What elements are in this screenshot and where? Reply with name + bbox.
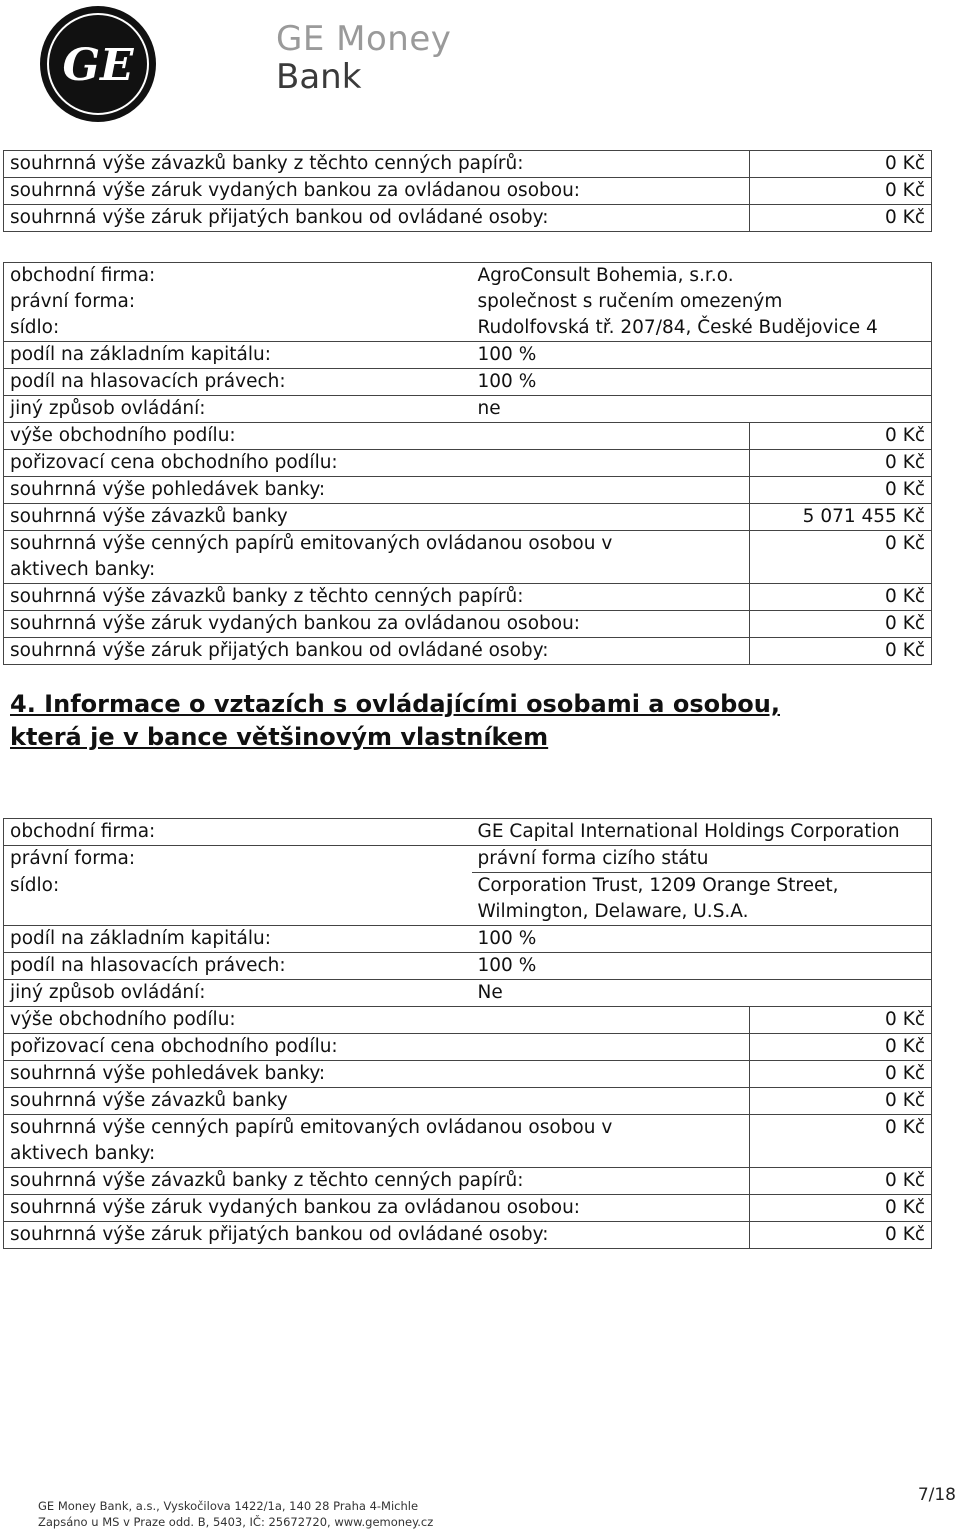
table-row xyxy=(4,1168,932,1195)
row-label: souhrnná výše závazků banky xyxy=(4,504,750,531)
jiny-label: jiný způsob ovládání: xyxy=(4,396,472,423)
forma-label: právní forma: xyxy=(4,289,472,315)
hlas-label: podíl na hlasovacích právech: xyxy=(4,369,472,396)
page-number: 7/18 xyxy=(917,1485,956,1505)
section-heading: 4. Informace o vztazích s ovládajícími osobami a osobou, která je v bance většinovým vlastníkem xyxy=(10,690,780,751)
summary-table-continued xyxy=(3,150,932,232)
table-row xyxy=(4,926,932,953)
row-value: 5 071 455 Kč xyxy=(750,504,932,531)
table-row xyxy=(4,531,932,584)
row-value: 0 Kč xyxy=(750,1115,932,1168)
table-row xyxy=(4,178,932,205)
kapital-value: 100 % xyxy=(472,926,932,953)
table-row xyxy=(4,151,932,178)
hlas-label: podíl na hlasovacích právech: xyxy=(4,953,472,980)
row-value: 0 Kč xyxy=(750,531,932,584)
row-label: souhrnná výše záruk přijatých bankou od ovládané osoby: xyxy=(4,638,750,665)
table-row xyxy=(4,342,932,369)
row-label: souhrnná výše cenných papírů emitovaných ovládanou osobou v aktivech banky: xyxy=(4,1115,750,1168)
table-row xyxy=(4,423,932,450)
firma-label: obchodní firma: xyxy=(4,819,472,846)
row-value: 0 Kč xyxy=(750,584,932,611)
sidlo-value: Rudolfovská tř. 207/84, České Budějovice 4 xyxy=(472,315,932,342)
row-value: 0 Kč xyxy=(750,1034,932,1061)
jiny-value: Ne xyxy=(472,980,932,1007)
row-label: souhrnná výše závazků banky xyxy=(4,1088,750,1115)
table-row xyxy=(4,873,932,926)
row-value: 0 Kč xyxy=(750,1222,932,1249)
row-label: souhrnná výše cenných papírů emitovaných ovládanou osobou v aktivech banky: xyxy=(4,531,750,584)
firma-label: obchodní firma: xyxy=(4,263,472,290)
row-label: souhrnná výše pohledávek banky: xyxy=(4,477,750,504)
row-label: souhrnná výše záruk vydaných bankou za ovládanou osobou: xyxy=(4,1195,750,1222)
firma-value: AgroConsult Bohemia, s.r.o. xyxy=(472,263,932,290)
row-value: 0 Kč xyxy=(750,638,932,665)
ge-logo-monogram: GE xyxy=(62,40,134,91)
row-label: souhrnná výše záruk vydaných bankou za ovládanou osobou: xyxy=(4,178,750,205)
kapital-label: podíl na základním kapitálu: xyxy=(4,926,472,953)
table-row xyxy=(4,1115,932,1168)
table-row xyxy=(4,1061,932,1088)
footer-registration: Zapsáno u MS v Praze odd. B, 5403, IČ: 25672720, www.gemoney.cz xyxy=(38,1515,434,1529)
row-value: 0 Kč xyxy=(750,1168,932,1195)
table-row xyxy=(4,1088,932,1115)
row-label: výše obchodního podílu: xyxy=(4,1007,750,1034)
table-row xyxy=(4,1034,932,1061)
kapital-label: podíl na základním kapitálu: xyxy=(4,342,472,369)
row-value: 0 Kč xyxy=(750,178,932,205)
row-label: výše obchodního podílu: xyxy=(4,423,750,450)
table-row xyxy=(4,1222,932,1249)
forma-value: právní forma cizího státu xyxy=(472,846,932,873)
row-label: souhrnná výše závazků banky z těchto cenných papírů: xyxy=(4,1168,750,1195)
hlas-value: 100 % xyxy=(472,369,932,396)
table-row xyxy=(4,584,932,611)
row-value: 0 Kč xyxy=(750,1061,932,1088)
table-row xyxy=(4,263,932,290)
table-row xyxy=(4,450,932,477)
table-row xyxy=(4,1007,932,1034)
sidlo-label: sídlo: xyxy=(4,873,472,926)
sidlo-value: Corporation Trust, 1209 Orange Street, Wilmington, Delaware, U.S.A. xyxy=(472,873,932,926)
table-row xyxy=(4,369,932,396)
sidlo-label: sídlo: xyxy=(4,315,472,342)
row-value: 0 Kč xyxy=(750,1088,932,1115)
brand-line-2: Bank xyxy=(276,57,362,97)
row-label: souhrnná výše záruk přijatých bankou od ovládané osoby: xyxy=(4,205,750,232)
row-value: 0 Kč xyxy=(750,205,932,232)
row-value: 0 Kč xyxy=(750,477,932,504)
row-label: pořizovací cena obchodního podílu: xyxy=(4,1034,750,1061)
kapital-value: 100 % xyxy=(472,342,932,369)
table-row xyxy=(4,477,932,504)
jiny-label: jiný způsob ovládání: xyxy=(4,980,472,1007)
ge-capital-table xyxy=(3,818,932,1249)
forma-value: společnost s ručením omezeným xyxy=(472,289,932,315)
row-value: 0 Kč xyxy=(750,1007,932,1034)
row-value: 0 Kč xyxy=(750,151,932,178)
table-row xyxy=(4,396,932,423)
forma-label: právní forma: xyxy=(4,846,472,873)
row-label: souhrnná výše záruk vydaných bankou za ovládanou osobou: xyxy=(4,611,750,638)
row-label: pořizovací cena obchodního podílu: xyxy=(4,450,750,477)
agroconsult-table xyxy=(3,262,932,665)
row-label: souhrnná výše pohledávek banky: xyxy=(4,1061,750,1088)
row-label: souhrnná výše záruk přijatých bankou od ovládané osoby: xyxy=(4,1222,750,1249)
table-row xyxy=(4,205,932,232)
table-row xyxy=(4,638,932,665)
row-label: souhrnná výše závazků banky z těchto cenných papírů: xyxy=(4,151,750,178)
hlas-value: 100 % xyxy=(472,953,932,980)
table-row xyxy=(4,315,932,342)
row-value: 0 Kč xyxy=(750,450,932,477)
brand-line-1: GE Money xyxy=(276,19,452,59)
jiny-value: ne xyxy=(472,396,932,423)
firma-value: GE Capital International Holdings Corporation xyxy=(472,819,932,846)
table-row xyxy=(4,819,932,846)
table-row xyxy=(4,846,932,873)
table-row xyxy=(4,953,932,980)
table-row xyxy=(4,611,932,638)
row-value: 0 Kč xyxy=(750,423,932,450)
table-row xyxy=(4,1195,932,1222)
footer-address: GE Money Bank, a.s., Vyskočilova 1422/1a, 140 28 Praha 4-Michle xyxy=(38,1499,419,1513)
row-label: souhrnná výše závazků banky z těchto cenných papírů: xyxy=(4,584,750,611)
table-row xyxy=(4,504,932,531)
ge-logo xyxy=(38,4,158,124)
row-value: 0 Kč xyxy=(750,1195,932,1222)
brand-wordmark xyxy=(276,19,452,97)
footer xyxy=(38,1498,433,1530)
row-value: 0 Kč xyxy=(750,611,932,638)
table-row xyxy=(4,289,932,315)
table-row xyxy=(4,980,932,1007)
